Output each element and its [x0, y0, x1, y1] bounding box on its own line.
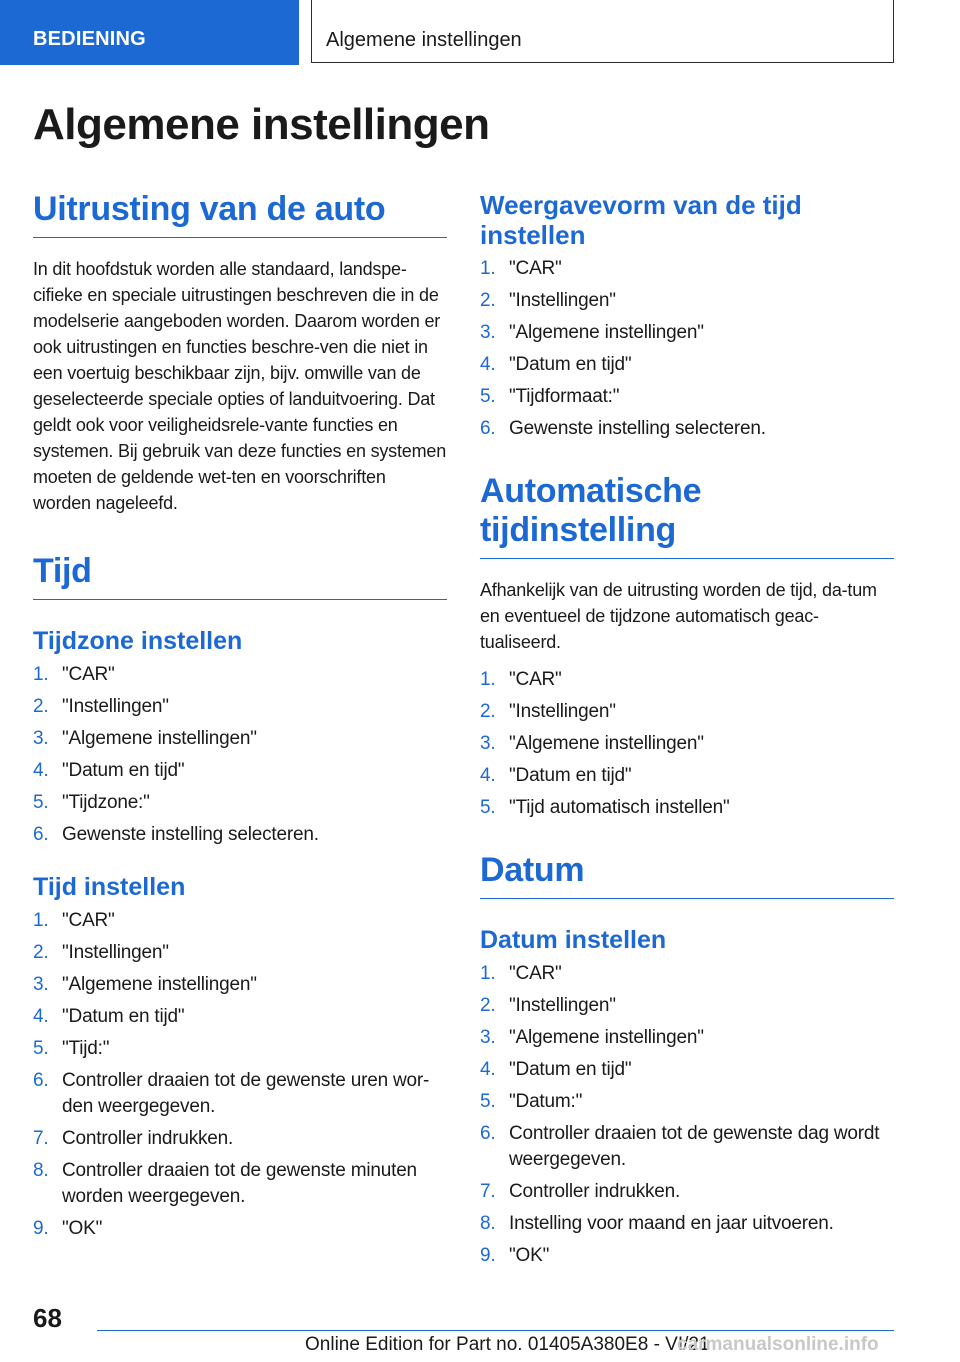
step-text: "CAR" [62, 910, 115, 931]
step-number: 5. [33, 792, 49, 813]
step-text: "Datum en tijd" [509, 1059, 632, 1080]
list-item [33, 1158, 447, 1210]
list-item [480, 667, 894, 693]
list-item [480, 795, 894, 821]
list-item [480, 320, 894, 346]
step-number: 4. [480, 354, 496, 375]
list-item [480, 763, 894, 789]
footer-divider [97, 1330, 894, 1331]
header-section-label: BEDIENING [33, 28, 146, 50]
step-number: 6. [480, 1123, 496, 1144]
step-number: 8. [480, 1213, 496, 1234]
header-chapter-box [311, 0, 894, 63]
step-number: 1. [480, 258, 496, 279]
step-text: Gewenste instelling selecteren. [509, 418, 766, 439]
heading-set-date: Datum instellen [480, 926, 667, 954]
step-number: 3. [480, 1027, 496, 1048]
step-number: 3. [480, 733, 496, 754]
list-item [33, 1068, 447, 1120]
list-item [33, 908, 447, 934]
list-item [33, 940, 447, 966]
step-number: 5. [33, 1038, 49, 1059]
step-text: "Tijd:" [62, 1038, 110, 1059]
list-item [480, 288, 894, 314]
list-item [480, 1121, 894, 1173]
step-number: 2. [480, 995, 496, 1016]
header-chapter-label: Algemene instellingen [326, 29, 522, 51]
step-number: 6. [33, 1070, 49, 1091]
step-number: 1. [33, 910, 49, 931]
step-text: "OK" [62, 1218, 103, 1239]
list-item [33, 1126, 447, 1152]
list-item [480, 731, 894, 757]
list-item [33, 822, 447, 848]
list-item [480, 1211, 894, 1237]
step-text: "Instellingen" [62, 942, 169, 963]
time-format-steps [480, 256, 894, 442]
step-text: "Instellingen" [509, 290, 616, 311]
timezone-steps [33, 662, 447, 848]
list-item [480, 1057, 894, 1083]
list-item [480, 961, 894, 987]
step-text: "Algemene instellingen" [62, 974, 257, 995]
list-item [480, 384, 894, 410]
step-number: 2. [480, 290, 496, 311]
step-text: "Algemene instellingen" [509, 733, 704, 754]
heading-auto-time: Automatische tijdinstelling [480, 472, 894, 559]
step-text: "CAR" [62, 664, 115, 685]
step-text: "CAR" [509, 669, 562, 690]
step-text: "Tijdzone:" [62, 792, 150, 813]
step-text: Controller indrukken. [62, 1128, 234, 1149]
heading-set-time: Tijd instellen [33, 873, 186, 901]
step-text: "Algemene instellingen" [509, 1027, 704, 1048]
step-text: "Instellingen" [509, 701, 616, 722]
step-number: 2. [33, 696, 49, 717]
step-number: 1. [33, 664, 49, 685]
heading-time: Tijd [33, 552, 447, 600]
heading-timezone: Tijdzone instellen [33, 627, 243, 655]
step-text: "Datum:" [509, 1091, 583, 1112]
set-date-steps [480, 961, 894, 1269]
auto-time-steps [480, 667, 894, 821]
list-item [480, 352, 894, 378]
list-item [480, 1089, 894, 1115]
step-text: "Datum en tijd" [62, 760, 185, 781]
step-number: 9. [480, 1245, 496, 1266]
step-number: 4. [33, 760, 49, 781]
step-number: 8. [33, 1160, 49, 1181]
list-item [33, 1004, 447, 1030]
heading-time-format: Weergavevorm van de tijd instellen [480, 190, 802, 250]
step-number: 4. [480, 765, 496, 786]
step-text: "CAR" [509, 963, 562, 984]
step-text: "Instellingen" [62, 696, 169, 717]
step-text: "Algemene instellingen" [62, 728, 257, 749]
equipment-paragraph: In dit hoofdstuk worden alle standaard, landspe-cifieke en speciale uitrustingen beschreven die in de modelserie aangeboden worden. Daarom worden er ook uitrustingen en functies beschre-ven die niet in een voertuig beschikbaar zijn, bijv. omwille van de geselecteerde speciale opties of landuitvoering. Dat geldt ook voor veiligheidsrele-vante functies en systemen. Bij gebruik van deze functies en systemen moeten de geldende wet-ten en voorschriften worden nageleefd. [33, 259, 447, 513]
step-number: 3. [480, 322, 496, 343]
step-number: 3. [33, 728, 49, 749]
step-text: Controller indrukken. [509, 1181, 681, 1202]
step-text: Instelling voor maand en jaar uitvoeren. [509, 1213, 834, 1234]
step-number: 2. [33, 942, 49, 963]
watermark: carmanualsonline.info [677, 1334, 879, 1355]
step-number: 5. [480, 1091, 496, 1112]
list-item [480, 256, 894, 282]
step-text: Controller draaien tot de gewenste dag wordt weergegeven. [509, 1123, 880, 1170]
footer-edition: Online Edition for Part no. 01405A380E8 - VI/21 [305, 1334, 710, 1355]
step-number: 1. [480, 963, 496, 984]
step-text: "OK" [509, 1245, 550, 1266]
list-item [480, 1179, 894, 1205]
step-text: "Instellingen" [509, 995, 616, 1016]
step-number: 4. [33, 1006, 49, 1027]
step-number: 2. [480, 701, 496, 722]
page-number: 68 [33, 1303, 62, 1333]
header-section-tab [0, 0, 299, 65]
step-number: 1. [480, 669, 496, 690]
page-title: Algemene instellingen [33, 100, 490, 149]
step-text: Controller draaien tot de gewenste uren wor-den weergegeven. [62, 1070, 430, 1117]
step-number: 6. [480, 418, 496, 439]
step-number: 5. [480, 797, 496, 818]
list-item [33, 662, 447, 688]
list-item [33, 726, 447, 752]
list-item [480, 1025, 894, 1051]
left-column [33, 190, 447, 1248]
list-item [480, 993, 894, 1019]
set-time-steps [33, 908, 447, 1242]
step-number: 7. [480, 1181, 496, 1202]
step-text: "Datum en tijd" [62, 1006, 185, 1027]
heading-equipment: Uitrusting van de auto [33, 190, 447, 238]
step-number: 9. [33, 1218, 49, 1239]
list-item [480, 699, 894, 725]
step-text: Gewenste instelling selecteren. [62, 824, 319, 845]
list-item [33, 1216, 447, 1242]
list-item [33, 694, 447, 720]
step-number: 3. [33, 974, 49, 995]
list-item [480, 416, 894, 442]
auto-time-paragraph: Afhankelijk van de uitrusting worden de tijd, da-tum en eventueel de tijdzone automatisch geac-tualiseerd. [480, 580, 877, 652]
right-column [480, 190, 894, 1275]
step-number: 5. [480, 386, 496, 407]
step-text: "Tijd automatisch instellen" [509, 797, 730, 818]
list-item [33, 972, 447, 998]
step-text: Controller draaien tot de gewenste minuten worden weergegeven. [62, 1160, 417, 1207]
list-item [33, 1036, 447, 1062]
list-item [480, 1243, 894, 1269]
step-text: "Tijdformaat:" [509, 386, 620, 407]
heading-date: Datum [480, 851, 894, 899]
step-text: "Datum en tijd" [509, 354, 632, 375]
step-number: 4. [480, 1059, 496, 1080]
list-item [33, 790, 447, 816]
list-item [33, 758, 447, 784]
step-text: "CAR" [509, 258, 562, 279]
step-text: "Algemene instellingen" [509, 322, 704, 343]
step-number: 6. [33, 824, 49, 845]
step-text: "Datum en tijd" [509, 765, 632, 786]
step-number: 7. [33, 1128, 49, 1149]
